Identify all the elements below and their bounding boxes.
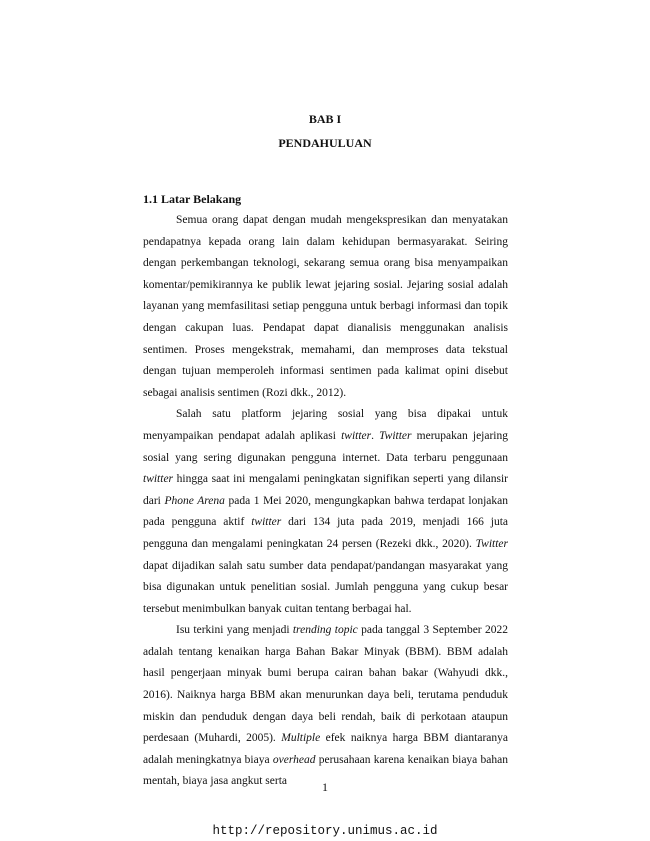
text-run: efek naiknya harga BBM diantaranya adalah meningkatnya biaya <box>143 732 508 766</box>
text-run: dari 134 juta pada 2019, menjadi 166 juta pengguna dan mengalami peningkatan 24 persen (Rezeki dkk., 2020). <box>143 516 508 550</box>
italic-term: twitter <box>143 473 174 486</box>
text-run: Isu terkini yang menjadi <box>176 624 293 637</box>
italic-term: trending topic <box>292 624 358 637</box>
body-text <box>143 210 508 793</box>
italic-term: Twitter <box>379 429 412 442</box>
italic-term: twitter <box>251 516 282 529</box>
italic-term: Multiple <box>281 732 321 745</box>
text-run: perusahaan karena kenaikan biaya bahan mentah, biaya jasa angkut serta <box>143 753 509 788</box>
paragraph <box>143 620 508 793</box>
footer-url: http://repository.unimus.ac.id <box>212 824 438 838</box>
italic-term: Phone Arena <box>164 494 225 507</box>
chapter-title: PENDAHULUAN <box>278 136 372 150</box>
text-run: pada 1 Mei 2020, mengungkapkan bahwa terdapat lonjakan pada pengguna aktif <box>143 494 508 529</box>
paragraph <box>143 210 508 404</box>
paragraph <box>143 404 508 620</box>
italic-term: Twitter <box>475 537 508 550</box>
italic-term: overhead <box>272 753 316 766</box>
italic-term: twitter <box>341 429 372 442</box>
text-run: pada tanggal 3 September 2022 adalah tentang kenaikan harga Bahan Bakar Minyak (BBM). BBM adalah hasil pengerjaan minyak bumi berupa cairan bahan bakar (Wahyudi dkk., 2016). Naiknya harga BBM akan menurunkan daya beli, terutama penduduk miskin dan penduduk dengan daya beli rendah, baik di perkotaan ataupun perdesaan (Muhardi, 2005). <box>143 624 508 745</box>
text-run: . <box>371 429 380 442</box>
text-run: merupakan jejaring sosial yang sering digunakan pengguna internet. Data terbaru penggunaan <box>143 429 508 464</box>
text-run: hingga saat ini mengalami peningkatan signifikan seperti yang dilansir dari <box>143 473 508 507</box>
page-number: 1 <box>322 780 328 794</box>
text-run: Salah satu platform jejaring sosial yang bisa dipakai untuk menyampaikan pendapat adalah aplikasi <box>143 408 508 442</box>
text-run: Semua orang dapat dengan mudah mengekspresikan dan menyatakan pendapatnya kepada orang lain dalam kehidupan bermasyarakat. Seiring dengan perkembangan teknologi, sekarang semua orang bisa menyampaikan komentar/pemikirannya ke publik lewat jejaring sosial. Jejaring sosial adalah layanan yang memfasilitasi setiap pengguna untuk berbagi informasi dan topik dengan cakupan luas. Pendapat dapat dianalisis menggunakan analisis sentimen. Proses mengekstrak, memahami, dan memproses data tekstual dengan tujuan memperoleh informasi sentimen pada kalimat opini disebut sebagai analisis sentimen (Rozi dkk., 2012). <box>143 214 508 399</box>
text-run: dapat dijadikan salah satu sumber data pendapat/pandangan masyarakat yang bisa digunakan untuk penelitian sosial. Jumlah pengguna yang cukup besar tersebut menimbulkan banyak cuitan tentang berbagai hal. <box>143 559 508 615</box>
section-heading: 1.1 Latar Belakang <box>143 192 242 206</box>
chapter-number: BAB I <box>308 112 342 126</box>
